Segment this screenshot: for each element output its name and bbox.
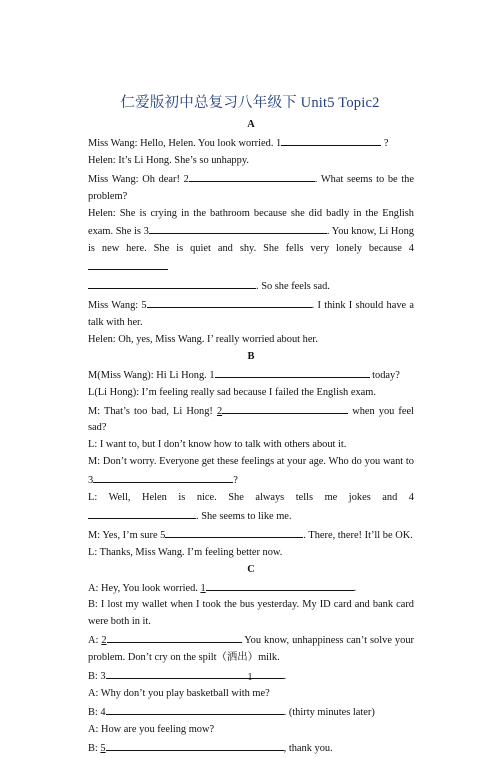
answer-blank[interactable]: [147, 296, 312, 308]
dialogue-line: Miss Wang: 5 . I think I should have a talk with her.: [88, 296, 414, 332]
dialogue-line: M(Miss Wang): Hi Li Hong. 1 today?: [88, 366, 414, 385]
answer-blank[interactable]: [88, 277, 256, 289]
section-a-header: A: [247, 119, 255, 130]
dialogue-line: B: 5 , thank you.: [88, 739, 414, 758]
dialogue-line: A: How are you feeling mow?: [88, 723, 215, 735]
dialogue-line: Helen: Oh, yes, Miss Wang. I’ really worried about her.: [88, 333, 318, 345]
answer-blank[interactable]: [222, 402, 348, 414]
answer-blank[interactable]: [88, 507, 196, 519]
dialogue-line: B: I lost my wallet when I took the bus yesterday. My ID card and bank card were both in it.: [88, 599, 414, 628]
answer-blank[interactable]: [165, 526, 303, 538]
dialogue-line: B: 3 .: [88, 667, 414, 686]
dialogue-line: A: 2 You know, unhappiness can’t solve your problem. Don’t cry on the spilt（洒出）milk.: [88, 631, 414, 667]
answer-blank[interactable]: [93, 471, 233, 483]
dialogue-line: Helen: It’s Li Hong. She’s so unhappy.: [88, 154, 249, 166]
answer-blank[interactable]: [106, 703, 284, 715]
dialogue-line: M: Yes, I’m sure 5 . There, there! It’ll be OK.: [88, 526, 414, 545]
dialogue-line: Helen: She is crying in the bathroom because she did badly in the English exam. She is 3 . You know, Li Hong is new here. She is quiet and shy. She fells very lonely because 4 . So she feels sad.: [88, 207, 414, 293]
answer-blank[interactable]: [106, 739, 284, 751]
answer-blank[interactable]: [149, 222, 327, 234]
answer-blank[interactable]: [88, 258, 168, 270]
dialogue-line: L: Well, Helen is nice. She always tells me jokes and 4. She seems to like me.: [88, 492, 414, 522]
document-body: [88, 117, 414, 758]
answer-blank[interactable]: [215, 366, 370, 378]
section-c-header: C: [247, 563, 255, 575]
page-title: 仁爱版初中总复习八年级下 Unit5 Topic2: [120, 95, 380, 111]
answer-blank[interactable]: [206, 579, 354, 591]
dialogue-line: M: Don’t worry. Everyone get these feelings at your age. Who do you want to 3 ?: [88, 456, 414, 487]
answer-blank[interactable]: [107, 631, 242, 643]
dialogue-line: Miss Wang: Oh dear! 2 . What seems to be the problem?: [88, 170, 414, 206]
dialogue-line: L: Thanks, Miss Wang. I’m feeling better now.: [88, 546, 283, 558]
dialogue-line: L(Li Hong): I’m feeling really sad because I failed the English exam.: [88, 386, 376, 398]
dialogue-line: A: Hey, You look worried. 1 .: [88, 579, 414, 598]
answer-blank[interactable]: [281, 134, 381, 146]
page-number: 1: [247, 672, 253, 683]
dialogue-line: Miss Wang: Hello, Helen. You look worried. 1 ?: [88, 134, 414, 153]
section-b-header: B: [247, 350, 255, 362]
dialogue-line: A: Why don’t you play basketball with me?: [88, 688, 270, 699]
dialogue-line: M: That’s too bad, Li Hong! 2 when you feel sad?: [88, 402, 414, 438]
dialogue-line: B: 4 . (thirty minutes later): [88, 703, 414, 722]
answer-blank[interactable]: [189, 170, 315, 182]
dialogue-line: L: I want to, but I don’t know how to talk with others about it.: [88, 439, 347, 451]
